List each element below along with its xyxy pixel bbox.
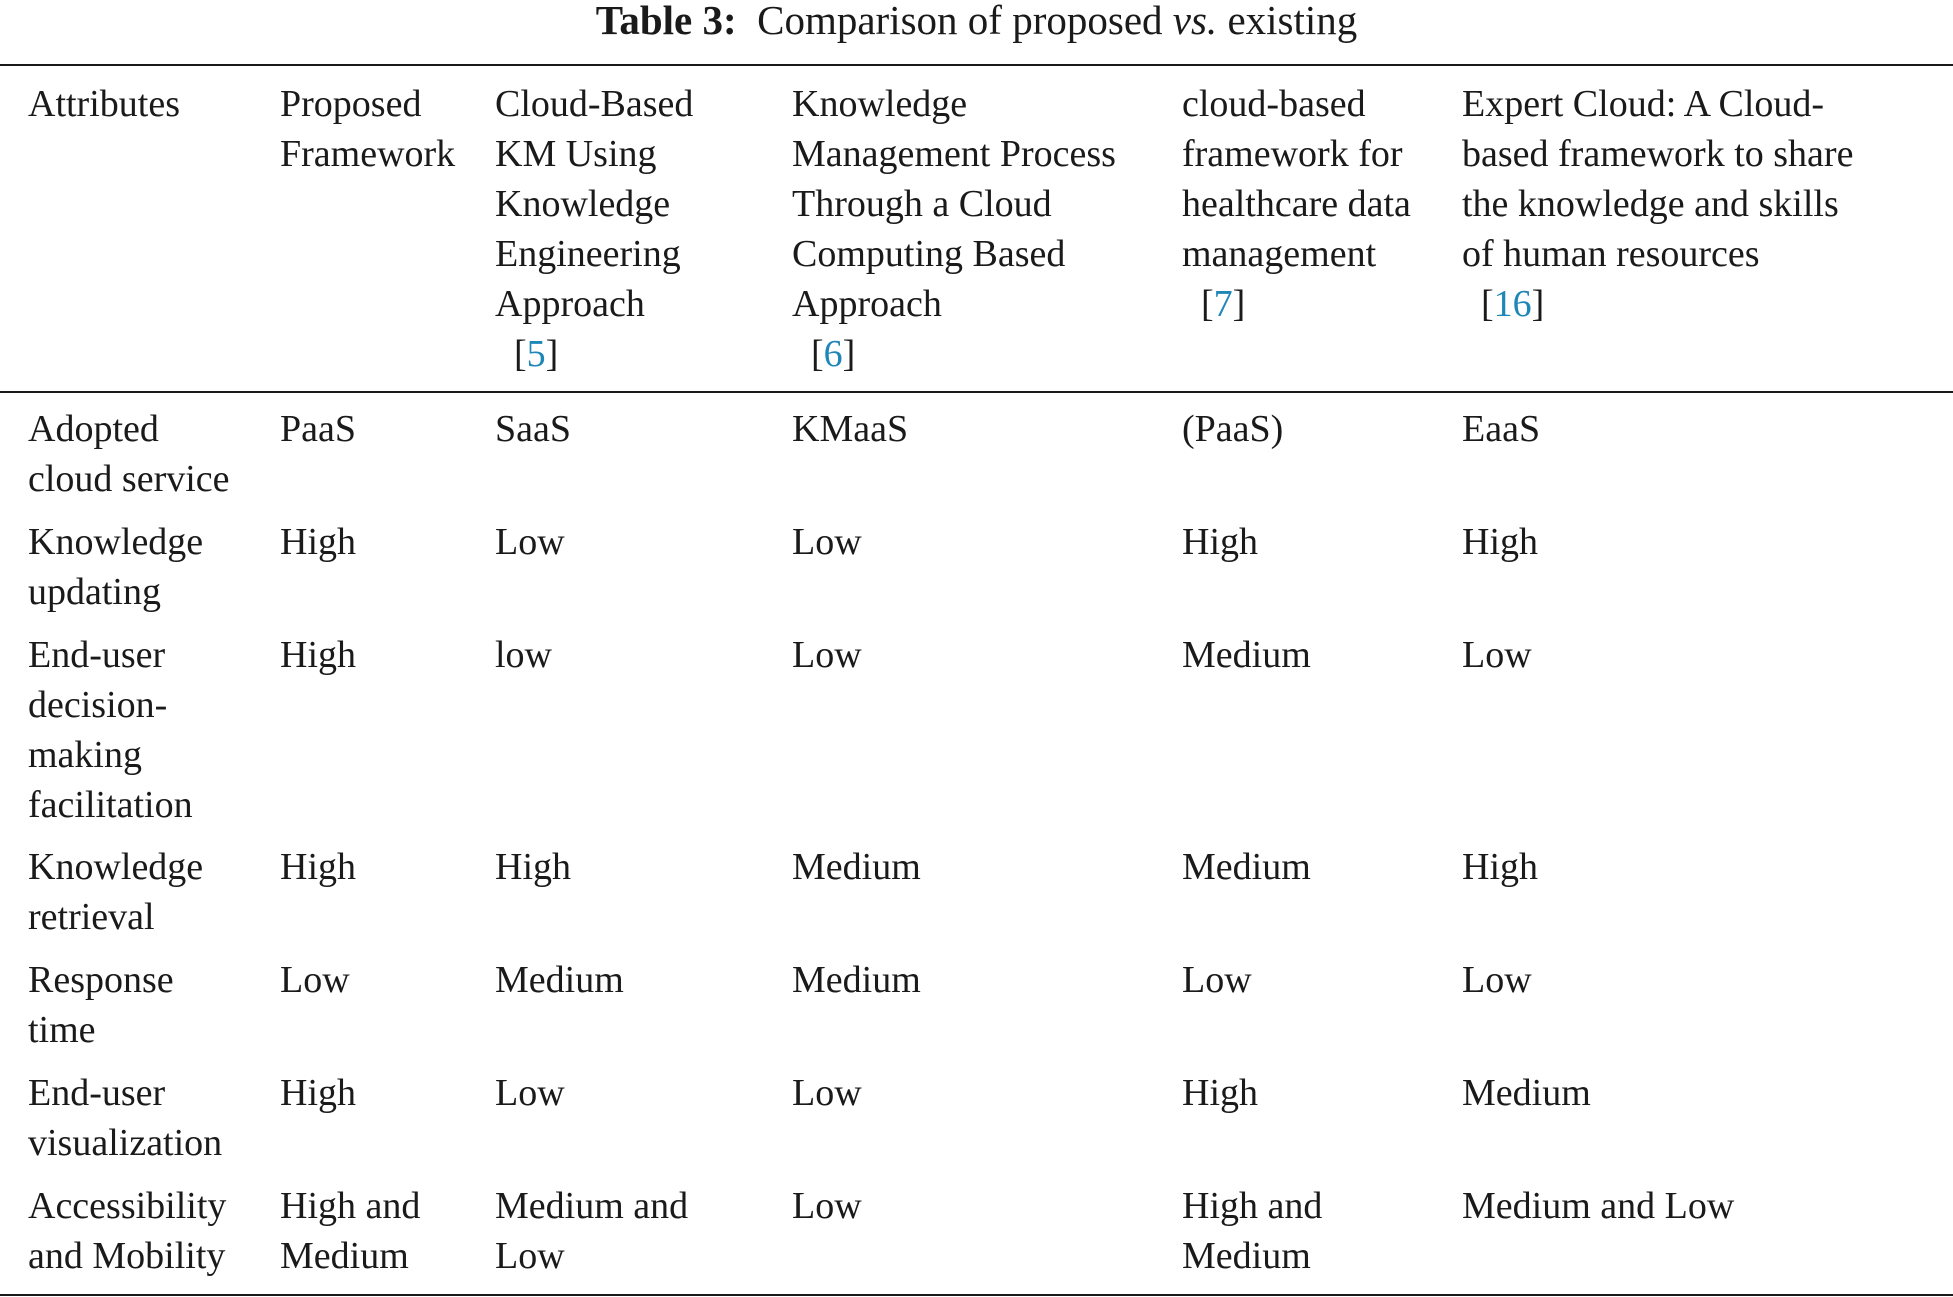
cell-line: Low xyxy=(495,521,565,563)
cell-line: Knowledge xyxy=(28,846,204,888)
table-cell xyxy=(792,630,862,680)
table-cell xyxy=(280,955,350,1005)
cell-line: Low xyxy=(1182,959,1252,1001)
cell-line: High xyxy=(495,846,571,888)
cell-line: healthcare data xyxy=(1182,183,1411,225)
cell-line: High xyxy=(280,521,356,563)
cell-line: framework for xyxy=(1182,133,1403,175)
cell-line: Medium xyxy=(792,846,921,888)
table-cell xyxy=(280,1068,356,1118)
table-cell xyxy=(1182,1181,1322,1281)
citation: [7] xyxy=(1182,283,1246,325)
row-attribute-cell xyxy=(28,1068,222,1168)
cell-line: Knowledge xyxy=(792,83,968,125)
table-cell xyxy=(792,1181,862,1231)
cell-line: making xyxy=(28,734,142,776)
table-cell xyxy=(280,630,356,680)
cell-line: High and xyxy=(280,1185,421,1227)
table-cell xyxy=(792,1068,862,1118)
cell-line: High xyxy=(1182,1072,1258,1114)
table-cell xyxy=(1462,1068,1591,1118)
table-cell xyxy=(495,630,552,680)
caption-text-before: Comparison of proposed xyxy=(757,0,1163,43)
table-cell xyxy=(1182,404,1283,454)
table-bottom-rule xyxy=(0,1294,1953,1296)
table-cell xyxy=(1462,517,1538,567)
table-cell xyxy=(495,517,565,567)
table-cell xyxy=(1462,404,1540,454)
table-cell xyxy=(1182,955,1252,1005)
cell-line: Medium xyxy=(495,959,624,1001)
table-cell xyxy=(1462,842,1538,892)
cell-line: Computing Based xyxy=(792,233,1066,275)
table-cell xyxy=(495,1068,565,1118)
header-cell xyxy=(495,79,693,379)
cell-line: Medium and Low xyxy=(1462,1185,1735,1227)
table-cell xyxy=(280,842,356,892)
cell-line: KMaaS xyxy=(792,408,909,450)
table-cell xyxy=(280,517,356,567)
cell-line: low xyxy=(495,634,552,676)
cell-line: retrieval xyxy=(28,896,155,938)
header-cell xyxy=(792,79,1116,379)
cell-line: Low xyxy=(495,1072,565,1114)
header-cell xyxy=(280,79,455,179)
cell-line: Low xyxy=(1462,634,1532,676)
cell-line: Engineering xyxy=(495,233,681,275)
cell-line: Medium xyxy=(1182,634,1311,676)
cell-line: High xyxy=(1462,521,1538,563)
citation-link[interactable]: 16 xyxy=(1493,283,1532,325)
cell-line: End-user xyxy=(28,1072,166,1114)
cell-line: Low xyxy=(792,634,862,676)
citation: [6] xyxy=(792,333,856,375)
table-cell xyxy=(1462,955,1532,1005)
citation-link[interactable]: 6 xyxy=(823,333,843,375)
cell-line: based framework to share xyxy=(1462,133,1854,175)
cell-line: Medium xyxy=(792,959,921,1001)
table-caption xyxy=(0,0,1953,44)
cell-line: Low xyxy=(792,521,862,563)
table-cell xyxy=(495,955,624,1005)
cell-line: Medium and xyxy=(495,1185,689,1227)
cell-line: Attributes xyxy=(28,83,180,125)
cell-line: Approach xyxy=(792,283,942,325)
cell-line: High and xyxy=(1182,1185,1323,1227)
cell-line: cloud service xyxy=(28,458,230,500)
citation: [5] xyxy=(495,333,559,375)
table-cell xyxy=(1182,842,1311,892)
cell-line: Low xyxy=(280,959,350,1001)
cell-line: Low xyxy=(495,1235,565,1277)
cell-line: facilitation xyxy=(28,784,193,826)
cell-line: High xyxy=(1182,521,1258,563)
cell-line: Knowledge xyxy=(28,521,204,563)
row-attribute-cell xyxy=(28,842,203,942)
table-cell xyxy=(792,955,921,1005)
cell-line: PaaS xyxy=(280,408,356,450)
cell-line: SaaS xyxy=(495,408,571,450)
header-cell xyxy=(1182,79,1411,329)
table-cell xyxy=(1182,1068,1258,1118)
cell-line: Proposed xyxy=(280,83,422,125)
cell-line: of human resources xyxy=(1462,233,1760,275)
cell-line: Management Process xyxy=(792,133,1116,175)
cell-line: decision- xyxy=(28,684,168,726)
cell-line: (PaaS) xyxy=(1182,408,1284,450)
cell-line: End-user xyxy=(28,634,166,676)
citation: [16] xyxy=(1462,283,1545,325)
table-cell xyxy=(792,517,862,567)
row-attribute-cell xyxy=(28,1181,226,1281)
cell-line: High xyxy=(280,634,356,676)
table-cell xyxy=(1182,630,1311,680)
header-cell xyxy=(1462,79,1853,329)
cell-line: the knowledge and skills xyxy=(1462,183,1839,225)
cell-line: Adopted xyxy=(28,408,159,450)
cell-line: Accessibility xyxy=(28,1185,227,1227)
table-header-rule xyxy=(0,391,1953,393)
cell-line: Low xyxy=(792,1072,862,1114)
table-cell xyxy=(495,404,571,454)
caption-text-after: existing xyxy=(1227,0,1358,43)
cell-line: Approach xyxy=(495,283,645,325)
cell-line: Through a Cloud xyxy=(792,183,1052,225)
citation-link[interactable]: 5 xyxy=(526,333,546,375)
cell-line: Low xyxy=(1462,959,1532,1001)
table-cell xyxy=(792,842,921,892)
cell-line: Knowledge xyxy=(495,183,671,225)
table-cell xyxy=(495,842,571,892)
cell-line: Low xyxy=(792,1185,862,1227)
cell-line: Medium xyxy=(1182,1235,1311,1277)
cell-line: High xyxy=(1462,846,1538,888)
caption-vs: vs. xyxy=(1172,0,1218,43)
cell-line: time xyxy=(28,1009,96,1051)
cell-line: Response xyxy=(28,959,174,1001)
cell-line: Expert Cloud: A Cloud- xyxy=(1462,83,1825,125)
row-attribute-cell xyxy=(28,517,203,617)
table-cell xyxy=(1462,1181,1734,1231)
cell-line: updating xyxy=(28,571,161,613)
header-cell xyxy=(28,79,180,129)
cell-line: and Mobility xyxy=(28,1235,226,1277)
table-cell xyxy=(280,1181,420,1281)
cell-line: KM Using xyxy=(495,133,657,175)
cell-line: High xyxy=(280,846,356,888)
table-cell xyxy=(495,1181,688,1281)
table-top-rule xyxy=(0,64,1953,66)
cell-line: Framework xyxy=(280,133,456,175)
row-attribute-cell xyxy=(28,404,230,504)
caption-label: Table 3: xyxy=(595,0,737,43)
cell-line: Medium xyxy=(1462,1072,1591,1114)
citation-link[interactable]: 7 xyxy=(1213,283,1233,325)
table-cell xyxy=(792,404,908,454)
cell-line: High xyxy=(280,1072,356,1114)
cell-line: Medium xyxy=(1182,846,1311,888)
cell-line: EaaS xyxy=(1462,408,1541,450)
table-cell xyxy=(280,404,356,454)
row-attribute-cell xyxy=(28,630,193,830)
cell-line: Medium xyxy=(280,1235,409,1277)
cell-line: cloud-based xyxy=(1182,83,1366,125)
row-attribute-cell xyxy=(28,955,174,1055)
cell-line: management xyxy=(1182,233,1377,275)
cell-line: Cloud-Based xyxy=(495,83,694,125)
table-cell xyxy=(1462,630,1532,680)
cell-line: visualization xyxy=(28,1122,223,1164)
table-cell xyxy=(1182,517,1258,567)
